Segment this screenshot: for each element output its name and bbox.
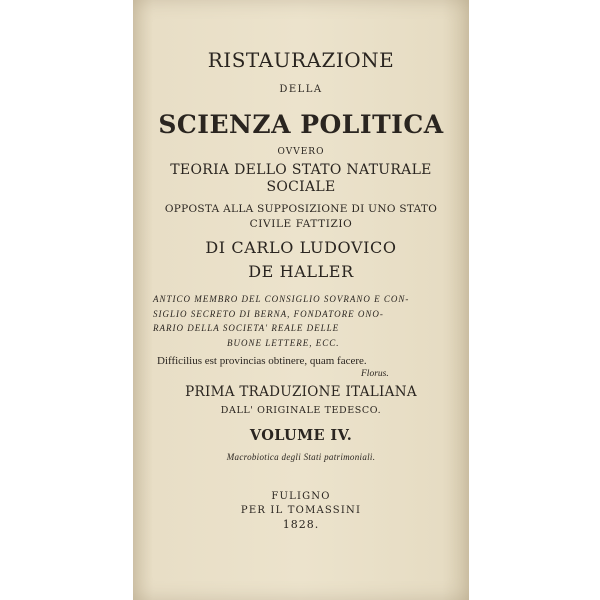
- epigraph: Difficilius est provincias obtinere, quam facere.: [157, 355, 367, 367]
- publication-year: 1828.: [282, 518, 320, 531]
- opposta-line-1: OPPOSTA ALLA SUPPOSIZIONE DI UNO STATO: [164, 203, 438, 215]
- publication-place: FULIGNO: [271, 491, 331, 502]
- della-word: DELLA: [279, 84, 323, 95]
- title-line-1: RISTAURAZIONE: [207, 48, 395, 72]
- author-line-1: DI CARLO LUDOVICO: [205, 238, 397, 257]
- title-line-2: SCIENZA POLITICA: [158, 110, 444, 139]
- volume-subtitle: Macrobiotica degli Stati patrimoniali.: [226, 452, 376, 462]
- translation-line: PRIMA TRADUZIONE ITALIANA: [185, 384, 417, 400]
- subtitle-line-1: TEORIA DELLO STATO NATURALE: [170, 162, 432, 178]
- author-line-2: DE HALLER: [248, 262, 354, 281]
- volume-number: VOLUME IV.: [249, 427, 353, 444]
- translation-source: DALL' ORIGINALE TEDESCO.: [220, 405, 382, 416]
- subtitle-line-2: SOCIALE: [266, 179, 336, 195]
- epigraph-author: Florus.: [361, 369, 389, 379]
- author-title-line-4: BUONE LETTERE, ECC.: [227, 338, 340, 348]
- author-title-line-3: RARIO DELLA SOCIETA' REALE DELLE: [153, 323, 340, 333]
- printer: PER IL TOMASSINI: [240, 505, 362, 516]
- author-title-line-1: ANTICO MEMBRO DEL CONSIGLIO SOVRANO E CON-: [153, 294, 410, 304]
- author-title-line-2: SIGLIO SECRETO DI BERNA, FONDATORE ONO-: [153, 309, 384, 319]
- ovvero-word: OVVERO: [277, 147, 325, 157]
- opposta-line-2: CIVILE FATTIZIO: [249, 218, 353, 230]
- title-page: [133, 0, 469, 600]
